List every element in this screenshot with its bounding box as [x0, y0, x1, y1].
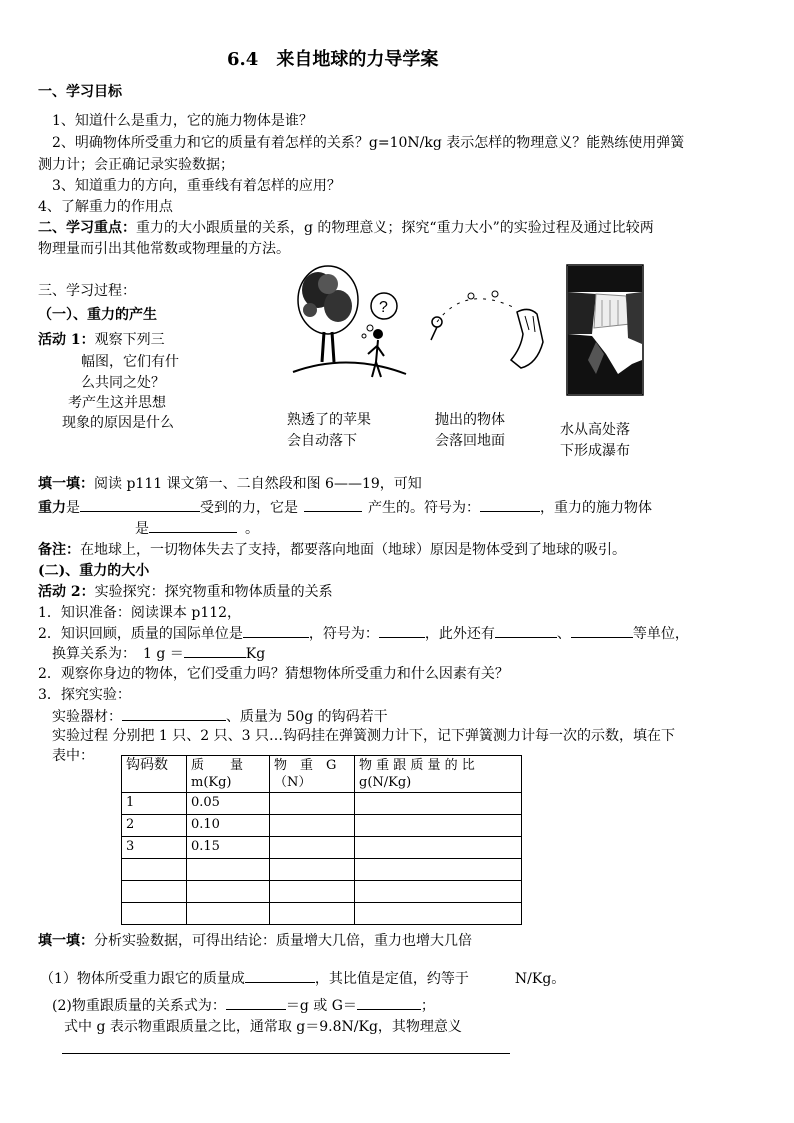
gravity-definition-line-2: [135, 518, 259, 539]
waterfall-illustration: [566, 264, 644, 396]
blank-gravity-cause[interactable]: [304, 497, 362, 512]
conclusion-1-text-c: N/Kg。: [514, 971, 566, 987]
goal-1: 1、知道什么是重力，它的施力物体是谁？: [52, 113, 313, 129]
table-header-row: [122, 756, 522, 793]
section-1-heading: 一、学习目标: [38, 84, 122, 100]
table-cell[interactable]: [270, 815, 355, 837]
procedure-line-1: 实验过程 分别把 1 只、2 只、3 只…钩码挂在弹簧测力计下，记下弹簧测力计每一次的示数，填在下: [52, 728, 675, 744]
table-cell[interactable]: [355, 903, 522, 925]
table-cell[interactable]: [270, 903, 355, 925]
conclusion-2-text-c: ；: [420, 998, 435, 1014]
activity-1-line-2: 幅图，它们有什: [81, 354, 179, 370]
table-cell[interactable]: [270, 793, 355, 815]
table-cell[interactable]: [355, 859, 522, 881]
caption-water-1: 水从高处落: [560, 422, 630, 438]
item-2-text-d: 、: [556, 626, 571, 642]
header-ratio: [355, 756, 522, 793]
item-3: 2．观察你身边的物体，它们受重力吗？猜想物体所受重力和什么因素有关？: [38, 666, 509, 682]
table-cell: 1: [122, 793, 187, 815]
blank-gravity-symbol[interactable]: [480, 497, 540, 512]
table-cell[interactable]: [122, 859, 187, 881]
part-1-heading: （一）、重力的产生: [38, 307, 157, 323]
header-mass: [187, 756, 270, 793]
item-2-line-2: [52, 643, 265, 664]
activity-1-line-1: [38, 330, 165, 350]
section-3-heading: 三、学习过程：: [38, 283, 136, 299]
table-row: [122, 837, 522, 859]
caption-throw-1: 抛出的物体: [435, 412, 505, 428]
section-2-text-1: 重力的大小跟质量的关系，g 的物理意义；探究“重力大小”的实验过程及通过比较两: [136, 220, 654, 236]
conclusion-1-text-a: （1）物体所受重力跟它的质量成: [40, 971, 245, 987]
item-2-text-a: 2．知识回顾，质量的国际单位是: [38, 626, 243, 642]
goal-3: 3、知道重力的方向，重垂线有着怎样的应用？: [52, 178, 341, 194]
part-2-heading: (二)、重力的大小: [38, 563, 150, 579]
thrown-object-illustration: [425, 282, 555, 382]
conclusion-2: [52, 995, 435, 1016]
table-cell[interactable]: [355, 815, 522, 837]
apple-tree-illustration: [288, 262, 408, 392]
blank-physical-meaning[interactable]: [62, 1053, 510, 1054]
table-cell[interactable]: [187, 881, 270, 903]
fill-in-2-line: [38, 931, 472, 951]
blank-conversion[interactable]: [184, 643, 246, 658]
table-cell[interactable]: [270, 859, 355, 881]
activity-1-label: 活动 1：: [38, 332, 95, 348]
table-cell[interactable]: [187, 903, 270, 925]
conclusion-1-text-b: ，其比值是定值，约等于: [314, 971, 469, 987]
goal-2-line-1: 2、明确物体所受重力和它的质量有着怎样的关系？g=10N/kg 表示怎样的物理意义？能熟练使用弹簧: [52, 135, 685, 151]
section-2-line-1: [38, 218, 654, 238]
activity-1-line-4: 考产生这并思想: [68, 395, 166, 411]
activity-1-text: 观察下列三: [94, 332, 165, 348]
experiment-table: [121, 755, 522, 925]
fill-in-1-text: 阅读 p111 课文第一、二自然段和图 6——19，可知: [94, 476, 422, 492]
table-row: [122, 793, 522, 815]
note-label: 备注：: [38, 542, 80, 558]
activity-2-line: [38, 582, 333, 602]
header-weight-unit: （N）: [274, 775, 312, 790]
caption-apple-2: 会自动落下: [287, 433, 357, 449]
table-row: [122, 859, 522, 881]
activity-1-line-3: 么共同之处？: [81, 375, 165, 391]
gravity-term: 重力: [38, 500, 66, 516]
section-2-label: 二、学习重点：: [38, 220, 136, 236]
conclusion-3: 式中 g 表示物重跟质量之比，通常取 g＝9.8N/Kg，其物理意义: [64, 1019, 462, 1035]
blank-equipment[interactable]: [122, 706, 226, 721]
header-weight-label: 物 重 G: [274, 758, 337, 773]
table-cell[interactable]: [270, 881, 355, 903]
procedure-line-2: 表中：: [52, 748, 94, 764]
table-cell: 2: [122, 815, 187, 837]
item-2-text-b: ，符号为：: [308, 626, 379, 642]
item-4: 3．探究实验：: [38, 687, 131, 703]
header-ratio-label: 物 重 跟 质 量 的 比: [359, 758, 475, 773]
gravity-period: 。: [245, 521, 259, 537]
blank-mass-unit[interactable]: [243, 623, 309, 638]
item-2-line-1: [38, 623, 689, 644]
table-cell[interactable]: [122, 903, 187, 925]
table-cell: 0.05: [187, 793, 270, 815]
fill-in-1-label: 填一填：: [38, 476, 94, 492]
gravity-text-1: 受到的力，它是: [200, 500, 298, 516]
header-mass-label: 质 量: [191, 758, 244, 773]
fill-in-2-label: 填一填：: [38, 933, 94, 949]
table-row: [122, 881, 522, 903]
table-row: [122, 903, 522, 925]
conclusion-2-text-a: (2)物重跟质量的关系式为：: [52, 998, 226, 1014]
goal-4: 4、了解重力的作用点: [38, 199, 173, 215]
table-cell: 3: [122, 837, 187, 859]
item-1: 1．知识准备：阅读课本 p112，: [38, 605, 242, 621]
table-cell[interactable]: [355, 793, 522, 815]
gravity-is-2: 是: [135, 521, 149, 537]
item-2-text-c: ，此外还有: [424, 626, 495, 642]
blank-mass-symbol[interactable]: [379, 623, 425, 638]
svg-text:?: ?: [379, 299, 388, 316]
blank-other-unit-1[interactable]: [495, 623, 557, 638]
item-2-text-f: 换算关系为： 1 g ＝: [52, 646, 184, 662]
goal-2-line-2: 测力计；会正确记录实验数据；: [38, 157, 234, 173]
gravity-text-2: 产生的。符号为：: [368, 500, 480, 516]
note-line: [38, 540, 626, 560]
caption-throw-2: 会落回地面: [435, 433, 505, 449]
fill-in-2-text: 分析实验数据，可得出结论：质量增大几倍，重力也增大几倍: [94, 933, 472, 949]
page-title: 6.4 来自地球的力导学案: [227, 49, 439, 70]
fill-in-1-line: [38, 474, 422, 494]
caption-water-2: 下形成瀑布: [560, 443, 630, 459]
equipment-line: [52, 706, 388, 727]
header-weight: [270, 756, 355, 793]
blank-other-unit-2[interactable]: [571, 623, 633, 638]
gravity-text-3: ，重力的施力物体: [540, 500, 652, 516]
equipment-label: 实验器材：: [52, 709, 122, 725]
table-row: [122, 815, 522, 837]
item-2-text-g: Kg: [245, 646, 266, 662]
table-cell[interactable]: [355, 837, 522, 859]
activity-2-text: 实验探究：探究物重和物体质量的关系: [94, 584, 333, 600]
table-cell: 0.10: [187, 815, 270, 837]
table-cell[interactable]: [270, 837, 355, 859]
gravity-definition-line-1: [38, 497, 652, 518]
blank-formula-2[interactable]: [357, 995, 421, 1010]
section-2-line-2: 物理量而引出其他常数或物理量的方法。: [38, 241, 290, 257]
note-text: 在地球上，一切物体失去了支持，都要落向地面（地球）原因是物体受到了地球的吸引。: [80, 542, 626, 558]
header-hook-count: 钩码数: [122, 756, 187, 793]
equipment-text: 、质量为 50g 的钩码若干: [226, 709, 388, 725]
activity-2-label: 活动 2：: [38, 584, 95, 600]
conclusion-2-text-b: ＝g 或 G＝: [285, 998, 357, 1014]
blank-gravity-source[interactable]: [149, 518, 237, 533]
gravity-is: 是: [66, 500, 80, 516]
table-cell[interactable]: [122, 881, 187, 903]
table-cell[interactable]: [187, 859, 270, 881]
caption-apple-1: 熟透了的苹果: [287, 412, 371, 428]
blank-gravity-subject[interactable]: [80, 497, 200, 512]
header-mass-unit: m(Kg): [191, 775, 232, 790]
header-ratio-unit: g(N/Kg): [359, 775, 412, 790]
blank-proportional[interactable]: [245, 968, 315, 983]
blank-formula-1[interactable]: [226, 995, 286, 1010]
table-cell: 0.15: [187, 837, 270, 859]
item-2-text-e: 等单位，: [632, 626, 689, 642]
table-cell[interactable]: [355, 881, 522, 903]
activity-1-line-5: 现象的原因是什么: [62, 415, 174, 431]
conclusion-1: [40, 968, 565, 989]
